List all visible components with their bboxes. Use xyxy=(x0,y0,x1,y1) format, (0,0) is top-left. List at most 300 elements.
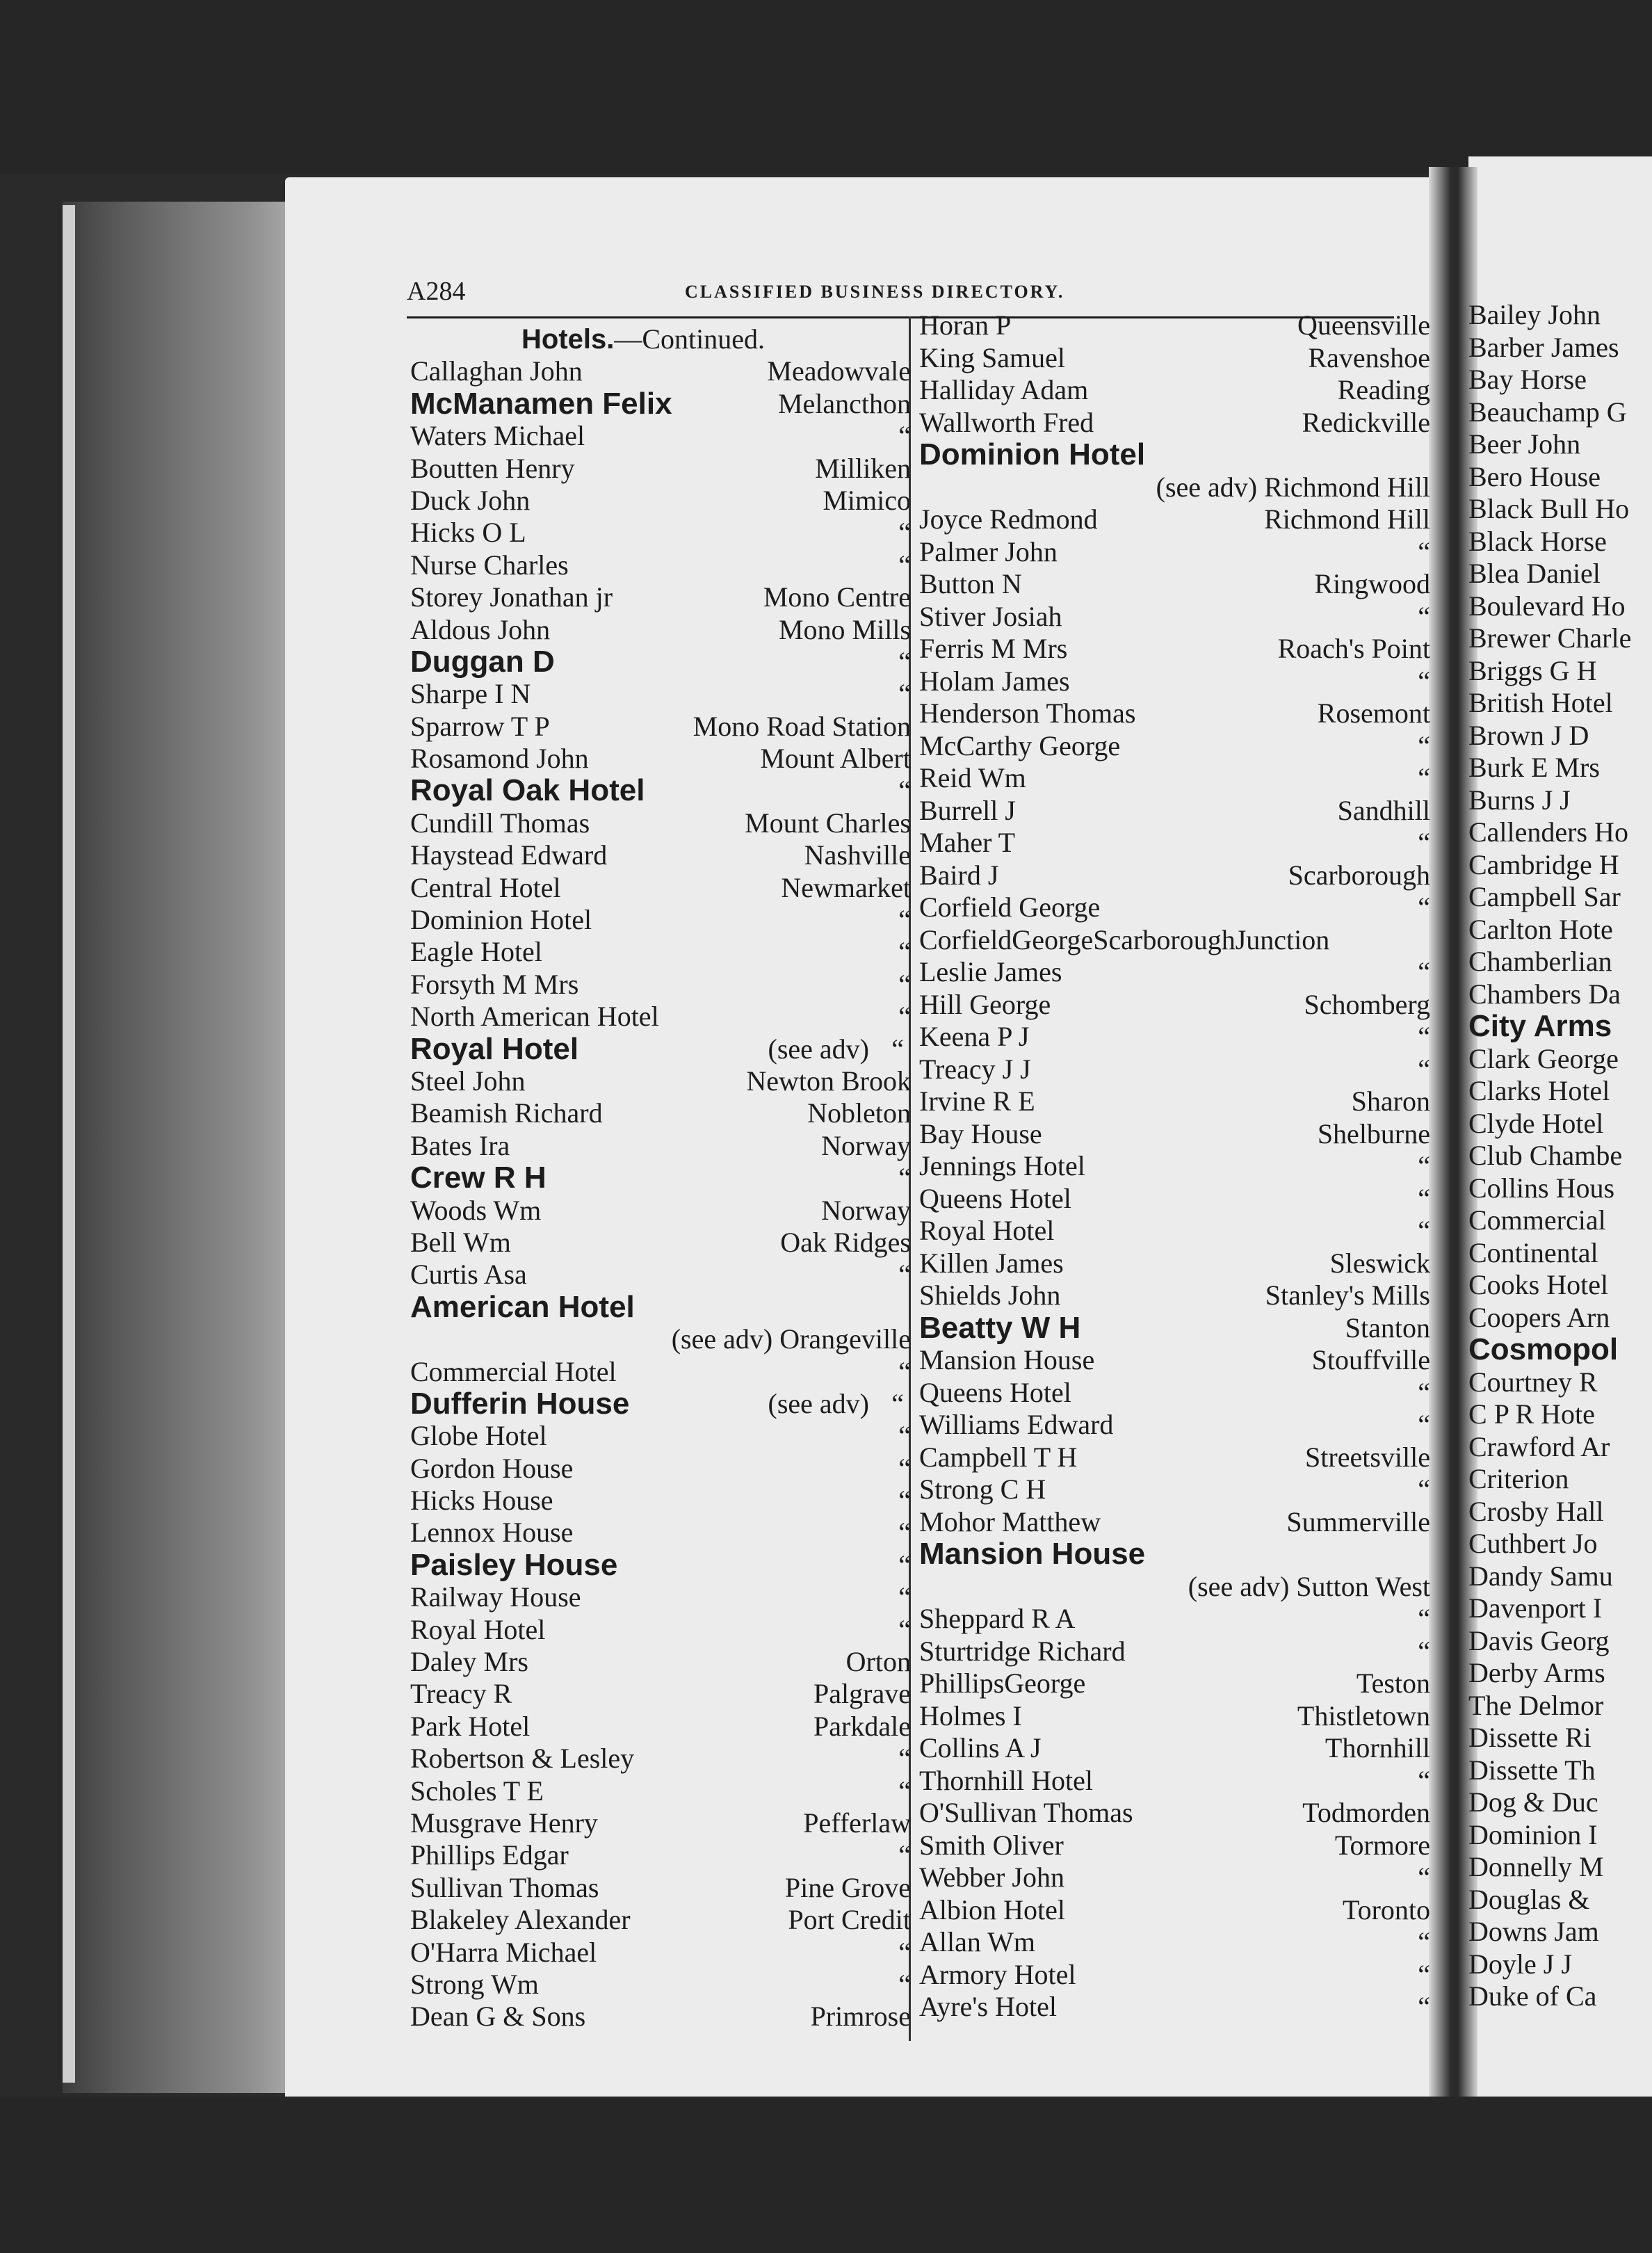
directory-entry xyxy=(1468,1431,1649,1464)
entry-name: Collins A J xyxy=(919,1732,1042,1763)
entry-place: Sleswick xyxy=(1329,1247,1430,1279)
directory-entry xyxy=(1468,1916,1649,1948)
entry-name: Thornhill Hotel xyxy=(919,1764,1093,1796)
entry-name: Club Chambe xyxy=(1468,1140,1623,1171)
entry-place: “ xyxy=(898,936,911,968)
entry-place: “ xyxy=(1418,1473,1430,1505)
entry-name: Burk E Mrs xyxy=(1468,752,1600,783)
directory-entry xyxy=(919,1765,1430,1798)
entry-place: Newmarket xyxy=(781,871,911,903)
entry-name: Cundill Thomas xyxy=(410,807,590,839)
entry-name: Irvine R E xyxy=(919,1085,1035,1117)
entry-name: Sharpe I N xyxy=(410,678,531,710)
directory-entry xyxy=(919,1959,1430,1992)
entry-name: Joyce Redmond xyxy=(919,503,1098,535)
page-number: A284 xyxy=(407,277,466,306)
entry-name: Boutten Henry xyxy=(410,452,575,484)
entry-place: Port Credit xyxy=(788,1904,911,1936)
entry-name: Bell Wm xyxy=(410,1226,511,1258)
section-heading-row xyxy=(410,323,911,355)
directory-entry xyxy=(919,1894,1430,1927)
directory-entry xyxy=(919,1700,1430,1733)
entry-place: (see adv) Richmond Hill xyxy=(1156,471,1430,503)
directory-entry xyxy=(919,827,1430,859)
entry-name: Cuthbert Jo xyxy=(1468,1528,1598,1559)
directory-entry xyxy=(1468,1302,1649,1334)
directory-entry xyxy=(919,989,1430,1021)
directory-entry xyxy=(410,1904,911,1936)
entry-name: Cooks Hotel xyxy=(1468,1269,1609,1300)
entry-place: “ xyxy=(898,517,911,549)
entry-name: Boulevard Ho xyxy=(1468,590,1626,622)
directory-entry xyxy=(1468,1366,1649,1399)
entry-place: Thistletown xyxy=(1297,1699,1430,1731)
entry-place: Ravenshoe xyxy=(1308,341,1430,373)
directory-entry xyxy=(1468,1528,1649,1560)
entry-place: “ xyxy=(1418,891,1430,923)
directory-entry xyxy=(919,1926,1430,1959)
entry-name: Scholes T E xyxy=(410,1775,544,1807)
directory-entry xyxy=(1468,1754,1649,1787)
entry-place: Mount Albert xyxy=(760,743,911,775)
entry-place: “ xyxy=(898,1259,911,1291)
directory-entry xyxy=(919,633,1430,665)
entry-name: Derby Arms xyxy=(1468,1657,1605,1688)
entry-place: Melancthon xyxy=(777,387,911,419)
directory-entry xyxy=(1468,1560,1649,1593)
entry-place: Mount Charles xyxy=(745,807,911,839)
entry-name: Horan P xyxy=(919,309,1012,341)
directory-entry xyxy=(410,453,911,485)
directory-entry xyxy=(410,1388,911,1420)
entry-place: Meadowvale xyxy=(767,355,911,387)
entry-name: Musgrave Henry xyxy=(410,1807,598,1839)
directory-entry xyxy=(1468,590,1649,623)
directory-entry xyxy=(1468,914,1649,946)
directory-entry xyxy=(410,1323,911,1355)
directory-entry xyxy=(919,697,1430,730)
entry-name: Royal Hotel xyxy=(919,1215,1055,1246)
entry-name: Strong Wm xyxy=(410,1968,539,2000)
entry-name: Park Hotel xyxy=(410,1710,531,1742)
directory-entry xyxy=(919,503,1430,536)
directory-entry xyxy=(410,1549,911,1581)
entry-place: “ xyxy=(1418,827,1430,858)
entry-name: Callaghan John xyxy=(410,355,583,387)
directory-entry xyxy=(1468,558,1649,590)
entry-place: “ xyxy=(1418,1926,1430,1957)
entry-name: Dissette Ri xyxy=(1468,1722,1592,1753)
directory-column-2 xyxy=(919,309,1430,2024)
entry-name: Sullivan Thomas xyxy=(410,1871,599,1903)
entry-name: Blakeley Alexander xyxy=(410,1904,631,1936)
entry-name: CorfieldGeorgeScarboroughJunction xyxy=(919,923,1330,955)
entry-place: Redickville xyxy=(1302,406,1430,438)
directory-entry xyxy=(919,1021,1430,1053)
entry-place: Sharon xyxy=(1351,1085,1430,1117)
entry-place: “ xyxy=(891,1387,904,1419)
directory-entry xyxy=(919,1442,1430,1474)
directory-entry xyxy=(1468,720,1649,752)
entry-name: Henderson Thomas xyxy=(919,697,1136,729)
entry-place: (see adv) Orangeville xyxy=(671,1323,911,1355)
entry-place: “ xyxy=(898,645,911,677)
book-page-edges xyxy=(63,202,292,2093)
entry-name: Sheppard R A xyxy=(919,1603,1076,1634)
section-suffix: —Continued. xyxy=(614,323,766,355)
entry-name: Beauchamp G xyxy=(1468,396,1627,428)
entry-place: Mimico xyxy=(823,484,911,516)
entry-place: Sandhill xyxy=(1337,794,1430,826)
directory-entry xyxy=(919,1797,1430,1830)
entry-place: “ xyxy=(898,1162,911,1194)
directory-entry xyxy=(410,517,911,549)
entry-name: Chamberlian xyxy=(1468,946,1612,977)
directory-entry xyxy=(1468,1819,1649,1852)
directory-entry xyxy=(410,936,911,968)
entry-place: Stouffville xyxy=(1311,1344,1430,1375)
entry-name: Lennox House xyxy=(410,1517,574,1549)
entry-place: “ xyxy=(1418,535,1430,567)
entry-name: Dominion Hotel xyxy=(919,437,1146,471)
directory-entry xyxy=(919,730,1430,763)
directory-entry xyxy=(410,1807,911,1839)
directory-entry xyxy=(919,1409,1430,1442)
directory-entry xyxy=(1468,1948,1649,1981)
entry-place: Milliken xyxy=(815,452,911,484)
entry-name: O'Harra Michael xyxy=(410,1936,597,1968)
directory-entry xyxy=(410,1839,911,1871)
directory-entry xyxy=(919,1473,1430,1506)
entry-name: Treacy J J xyxy=(919,1053,1031,1085)
entry-name: Button N xyxy=(919,568,1022,599)
directory-entry xyxy=(919,762,1430,795)
entry-place: “ xyxy=(898,1420,911,1452)
entry-name: Baird J xyxy=(919,859,999,891)
directory-entry xyxy=(1468,978,1649,1011)
entry-place: “ xyxy=(1418,1862,1430,1893)
directory-entry xyxy=(410,872,911,904)
running-head: CLASSIFIED BUSINESS DIRECTORY. xyxy=(685,282,1065,302)
entry-place: “ xyxy=(898,1613,911,1645)
entry-place: “ xyxy=(898,549,911,581)
entry-place: “ xyxy=(898,1775,911,1807)
entry-name: Criterion xyxy=(1468,1463,1569,1494)
directory-entry xyxy=(1468,364,1649,396)
directory-entry xyxy=(1468,687,1649,720)
entry-place: Mono Centre xyxy=(763,581,911,613)
entry-name: British Hotel xyxy=(1468,687,1613,718)
entry-name: Eagle Hotel xyxy=(410,936,542,968)
entry-name: Crosby Hall xyxy=(1468,1495,1604,1527)
directory-entry xyxy=(410,1743,911,1775)
directory-entry xyxy=(1468,1334,1649,1366)
directory-entry xyxy=(410,1937,911,1969)
entry-name: O'Sullivan Thomas xyxy=(919,1797,1133,1828)
entry-place: “ xyxy=(1418,1603,1430,1634)
directory-entry xyxy=(410,1485,911,1517)
directory-entry xyxy=(1468,526,1649,558)
entry-place: “ xyxy=(1418,1958,1430,1990)
entry-place: “ xyxy=(898,1581,911,1613)
directory-entry xyxy=(410,388,911,420)
entry-name: Beer John xyxy=(1468,428,1581,460)
directory-entry xyxy=(1468,1884,1649,1916)
entry-place: Pine Grove xyxy=(784,1871,911,1903)
directory-entry xyxy=(410,1259,911,1291)
entry-name: Commercial xyxy=(1468,1204,1606,1236)
directory-entry xyxy=(1468,1592,1649,1625)
entry-place: “ xyxy=(898,1485,911,1517)
entry-place: “ xyxy=(898,968,911,1000)
directory-entry xyxy=(410,1001,911,1033)
entry-name: Bero House xyxy=(1468,460,1601,492)
entry-name: Leslie James xyxy=(919,956,1062,987)
entry-name: Dominion Hotel xyxy=(410,904,592,936)
directory-entry xyxy=(1468,1075,1649,1108)
entry-name: Duke of Ca xyxy=(1468,1980,1597,2012)
directory-entry xyxy=(1468,946,1649,978)
entry-place: Ringwood xyxy=(1314,568,1430,599)
directory-entry xyxy=(919,665,1430,698)
entry-name: Curtis Asa xyxy=(410,1259,527,1291)
directory-entry xyxy=(919,1991,1430,2024)
directory-entry xyxy=(919,1215,1430,1247)
entry-name: Nurse Charles xyxy=(410,549,569,581)
directory-entry xyxy=(919,1247,1430,1280)
directory-entry xyxy=(1468,1690,1649,1722)
entry-name: Central Hotel xyxy=(410,871,561,903)
directory-entry xyxy=(410,1775,911,1807)
entry-place: Mono Mills xyxy=(778,613,911,645)
entry-name: Allan Wm xyxy=(919,1926,1036,1957)
entry-name: Stiver Josiah xyxy=(919,600,1062,632)
entry-name: Killen James xyxy=(919,1247,1064,1279)
directory-entry xyxy=(1468,1786,1649,1819)
directory-entry xyxy=(1468,332,1649,364)
entry-name: McCarthy George xyxy=(919,729,1121,761)
entry-name: Steel John xyxy=(410,1065,526,1097)
entry-name: North American Hotel xyxy=(410,1001,659,1033)
entry-place: Oak Ridges xyxy=(780,1226,911,1258)
entry-name: Mansion House xyxy=(919,1344,1095,1375)
directory-entry xyxy=(919,891,1430,924)
directory-entry xyxy=(1468,849,1649,882)
entry-place: Tormore xyxy=(1334,1829,1430,1861)
directory-entry xyxy=(919,1183,1430,1216)
entry-name: Bay Horse xyxy=(1468,364,1587,395)
directory-entry xyxy=(1468,1722,1649,1754)
directory-entry xyxy=(1468,1043,1649,1076)
entry-name: Storey Jonathan jr xyxy=(410,581,613,613)
directory-entry xyxy=(410,1097,911,1129)
entry-name: Mohor Matthew xyxy=(919,1505,1101,1537)
entry-place: “ xyxy=(1418,665,1430,697)
entry-place: Stanley's Mills xyxy=(1265,1279,1430,1311)
directory-entry xyxy=(410,1291,911,1323)
entry-name: Blea Daniel xyxy=(1468,558,1601,589)
directory-entry xyxy=(919,1279,1430,1312)
directory-entry xyxy=(919,1312,1430,1345)
entry-name: Bailey John xyxy=(1468,299,1601,330)
directory-entry xyxy=(919,439,1430,471)
entry-place: Toronto xyxy=(1342,1893,1430,1925)
entry-name: Waters Michael xyxy=(410,420,585,452)
directory-entry xyxy=(410,355,911,387)
entry-place: Norway xyxy=(821,1129,911,1161)
column-2-entries xyxy=(919,309,1430,2024)
entry-place: Teston xyxy=(1356,1667,1430,1699)
entry-name: Ferris M Mrs xyxy=(919,633,1068,664)
directory-entry xyxy=(919,1377,1430,1410)
directory-entry xyxy=(919,309,1430,342)
entry-name: Douglas & xyxy=(1468,1883,1590,1915)
entry-place: Pefferlaw xyxy=(803,1807,911,1839)
directory-entry xyxy=(919,1344,1430,1377)
directory-entry xyxy=(410,1872,911,1904)
directory-entry xyxy=(410,775,911,807)
directory-entry xyxy=(410,839,911,871)
entry-name: Campbell T H xyxy=(919,1441,1078,1473)
entry-name: Callenders Ho xyxy=(1468,816,1628,848)
entry-name: Halliday Adam xyxy=(919,374,1089,405)
directory-entry xyxy=(410,420,911,452)
entry-name: Woods Wm xyxy=(410,1194,542,1226)
entry-name: Railway House xyxy=(410,1581,581,1613)
directory-entry xyxy=(919,536,1430,569)
entry-place: “ xyxy=(898,1549,911,1581)
entry-name: Sparrow T P xyxy=(410,710,550,742)
entry-place: “ xyxy=(898,904,911,936)
directory-entry xyxy=(410,678,911,710)
entry-name: Clarks Hotel xyxy=(1468,1075,1610,1106)
directory-entry xyxy=(919,601,1430,633)
directory-entry xyxy=(1468,1463,1649,1496)
directory-entry xyxy=(410,807,911,839)
entry-name: Dissette Th xyxy=(1468,1754,1596,1786)
entry-place: “ xyxy=(1418,956,1430,987)
entry-place: Queensville xyxy=(1297,309,1430,341)
entry-place: “ xyxy=(1418,1182,1430,1214)
directory-entry xyxy=(1468,655,1649,688)
column-1-entries xyxy=(410,355,911,2033)
entry-name: Cosmopol xyxy=(1468,1332,1619,1366)
entry-place: “ xyxy=(891,1033,904,1065)
entry-place: Orton xyxy=(845,1646,911,1678)
entry-name: City Arms xyxy=(1468,1009,1612,1043)
entry-place: Norway xyxy=(821,1194,911,1226)
directory-entry xyxy=(410,549,911,581)
entry-name: Dandy Samu xyxy=(1468,1560,1613,1592)
entry-place: “ xyxy=(1418,729,1430,761)
directory-entry xyxy=(919,1053,1430,1086)
entry-name: Black Horse xyxy=(1468,525,1607,557)
entry-name: Davis Georg xyxy=(1468,1624,1610,1656)
entry-name: Aldous John xyxy=(410,613,551,645)
entry-place: “ xyxy=(898,1743,911,1775)
directory-entry xyxy=(410,1614,911,1646)
directory-entry xyxy=(1468,428,1649,461)
entry-name: Burns J J xyxy=(1468,784,1571,816)
entry-place: Newton Brook xyxy=(746,1065,911,1097)
directory-entry xyxy=(410,646,911,678)
entry-name: Albion Hotel xyxy=(919,1893,1065,1925)
entry-name: Commercial Hotel xyxy=(410,1355,617,1387)
entry-name: PhillipsGeorge xyxy=(919,1667,1086,1699)
directory-entry xyxy=(919,1732,1430,1765)
entry-name: Downs Jam xyxy=(1468,1916,1599,1947)
entry-name: King Samuel xyxy=(919,341,1065,373)
entry-name: Continental xyxy=(1468,1236,1598,1268)
directory-entry xyxy=(1468,493,1649,526)
entry-name: Collins Hous xyxy=(1468,1172,1615,1204)
entry-name: Haystead Edward xyxy=(410,839,608,871)
directory-entry xyxy=(919,568,1430,601)
entry-name: Crawford Ar xyxy=(1468,1430,1610,1462)
entry-name: Burrell J xyxy=(919,794,1016,826)
entry-name: Clyde Hotel xyxy=(1468,1107,1604,1139)
directory-entry xyxy=(1468,461,1649,494)
entry-place: “ xyxy=(1418,1764,1430,1796)
directory-entry xyxy=(410,1969,911,2001)
entry-name: Webber John xyxy=(919,1862,1064,1893)
entry-name: Keena P J xyxy=(919,1021,1030,1052)
entry-name: Wallworth Fred xyxy=(919,406,1094,438)
directory-entry xyxy=(1468,1172,1649,1205)
entry-name: Beatty W H xyxy=(919,1310,1081,1345)
entry-name: Reid Wm xyxy=(919,762,1026,793)
entry-name: Williams Edward xyxy=(919,1409,1114,1440)
entry-place: “ xyxy=(898,420,911,452)
entry-name: Holmes I xyxy=(919,1699,1022,1731)
entry-name: Duck John xyxy=(410,484,531,516)
directory-entry xyxy=(410,614,911,646)
directory-entry xyxy=(919,1571,1430,1604)
directory-entry xyxy=(1468,1237,1649,1270)
entry-name: Treacy R xyxy=(410,1678,512,1710)
section-heading xyxy=(521,323,765,355)
directory-entry xyxy=(410,1033,911,1065)
directory-entry xyxy=(410,743,911,775)
entry-name: Queens Hotel xyxy=(919,1376,1071,1408)
entry-name: Shields John xyxy=(919,1279,1061,1311)
entry-name: Strong C H xyxy=(919,1473,1046,1505)
entry-name: Donnelly M xyxy=(1468,1851,1604,1882)
book-edge-highlight xyxy=(63,205,75,2083)
directory-entry xyxy=(1468,881,1649,914)
entry-place: Stanton xyxy=(1345,1311,1430,1343)
directory-entry xyxy=(1468,816,1649,849)
entry-name: Bay House xyxy=(919,1117,1042,1149)
entry-place: Primrose xyxy=(810,2001,911,2033)
entry-name: Dog & Duc xyxy=(1468,1786,1598,1818)
entry-place: “ xyxy=(1418,1635,1430,1667)
entry-place: Richmond Hill xyxy=(1264,503,1430,535)
entry-name: Coopers Arn xyxy=(1468,1301,1610,1333)
scan-background-top xyxy=(0,0,1652,174)
directory-entry xyxy=(919,1150,1430,1183)
directory-entry xyxy=(1468,1851,1649,1884)
entry-name: Royal Hotel xyxy=(410,1613,546,1645)
entry-name: Mansion House xyxy=(919,1537,1146,1571)
directory-entry xyxy=(1468,1140,1649,1172)
entry-place: Todmorden xyxy=(1302,1797,1430,1828)
entry-name: C P R Hote xyxy=(1468,1398,1595,1430)
entry-name: Beamish Richard xyxy=(410,1097,603,1129)
entry-place: “ xyxy=(898,1452,911,1484)
entry-place: “ xyxy=(898,1936,911,1968)
entry-name: Clark George xyxy=(1468,1042,1619,1074)
